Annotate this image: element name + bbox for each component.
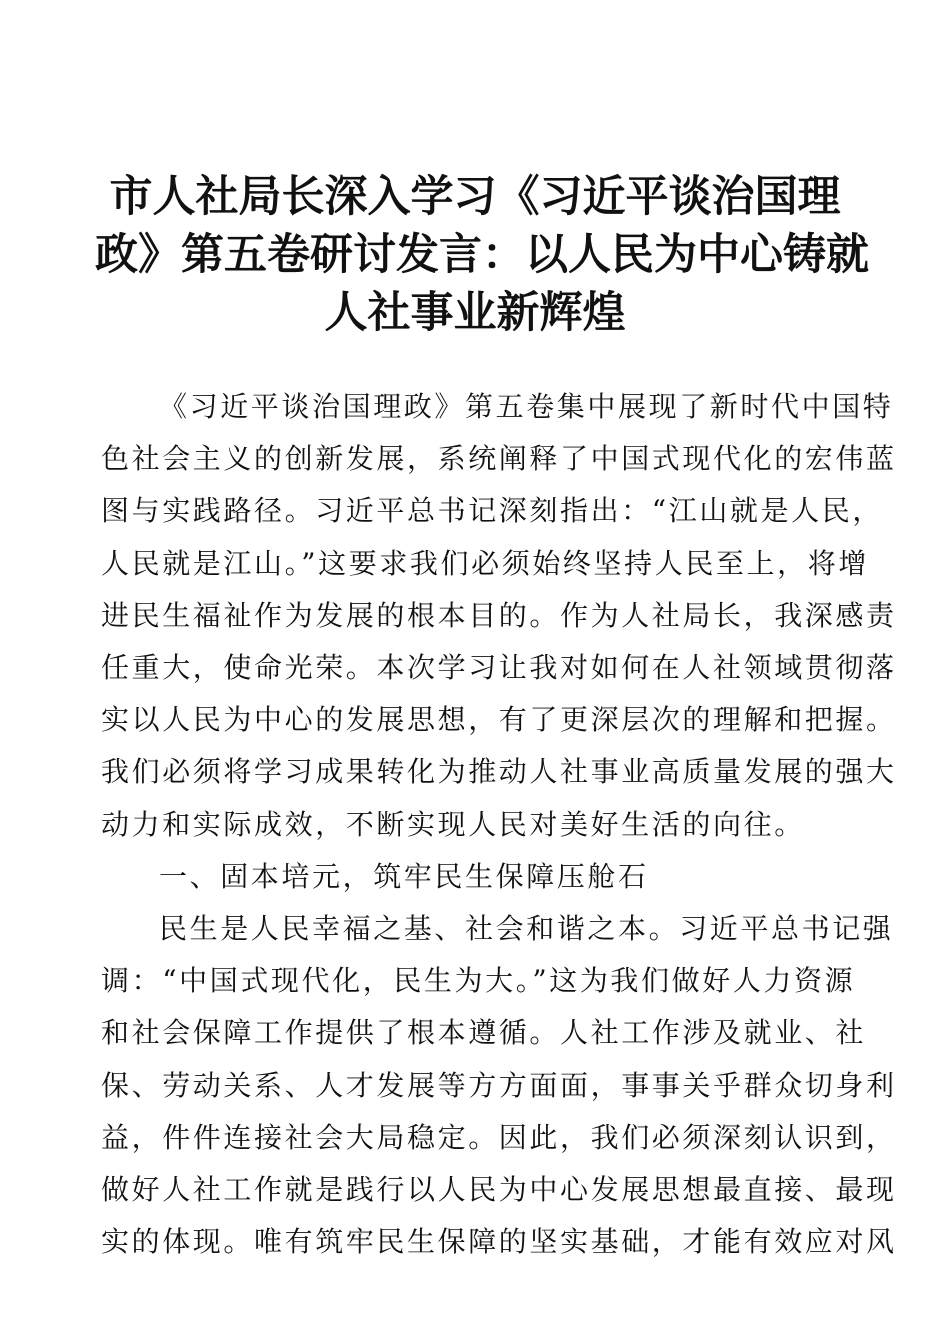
paragraph-1-line: 色社会主义的创新发展，系统阐释了中国式现代化的宏伟蓝 <box>101 442 897 476</box>
paragraph-2-line: 实的体现。唯有筑牢民生保障的坚实基础，才能有效应对风 <box>101 1225 897 1259</box>
paragraph-2-line: 调：“中国式现代化，民生为大。”这为我们做好人力资源 <box>101 964 856 998</box>
paragraph-1-line: 人民就是江山。”这要求我们必须始终坚持人民至上，将增 <box>101 546 869 580</box>
paragraph-2-line: 益，件件连接社会大局稳定。因此，我们必须深刻认识到， <box>101 1120 897 1154</box>
paragraph-1-line: 动力和实际成效，不断实现人民对美好生活的向往。 <box>101 807 805 841</box>
title-line: 人社事业新辉煌 <box>324 288 626 338</box>
paragraph-2-line: 做好人社工作就是践行以人民为中心发展思想最直接、最现 <box>101 1173 897 1207</box>
paragraph-1-line: 实以人民为中心的发展思想，有了更深层次的理解和把握。 <box>101 703 897 737</box>
paragraph-1-line: 任重大，使命光荣。本次学习让我对如何在人社领域贯彻落 <box>101 651 897 685</box>
paragraph-1-line: 我们必须将学习成果转化为推动人社事业高质量发展的强大 <box>101 755 897 789</box>
paragraph-1-line: 《习近平谈治国理政》第五卷集中展现了新时代中国特 <box>159 390 894 423</box>
paragraph-2-line: 民生是人民幸福之基、社会和谐之本。习近平总书记强 <box>159 912 894 946</box>
document-body <box>101 381 897 1268</box>
paragraph-2-line: 和社会保障工作提供了根本遵循。人社工作涉及就业、社 <box>101 1016 867 1050</box>
document-title <box>95 168 869 342</box>
title-line: 政》第五卷研讨发言：以人民为中心铸就 <box>95 230 869 280</box>
title-line: 市人社局长深入学习《习近平谈治国理 <box>109 172 841 222</box>
paragraph-2-line: 保、劳动关系、人才发展等方方面面，事事关乎群众切身利 <box>101 1068 897 1102</box>
section-heading-1: 一、固本培元，筑牢民生保障压舱石 <box>159 859 649 893</box>
paragraph-1-line: 进民生福祉作为发展的根本目的。作为人社局长，我深感责 <box>101 598 897 632</box>
paragraph-1-line: 图与实践路径。习近平总书记深刻指出：“江山就是人民， <box>101 494 883 528</box>
